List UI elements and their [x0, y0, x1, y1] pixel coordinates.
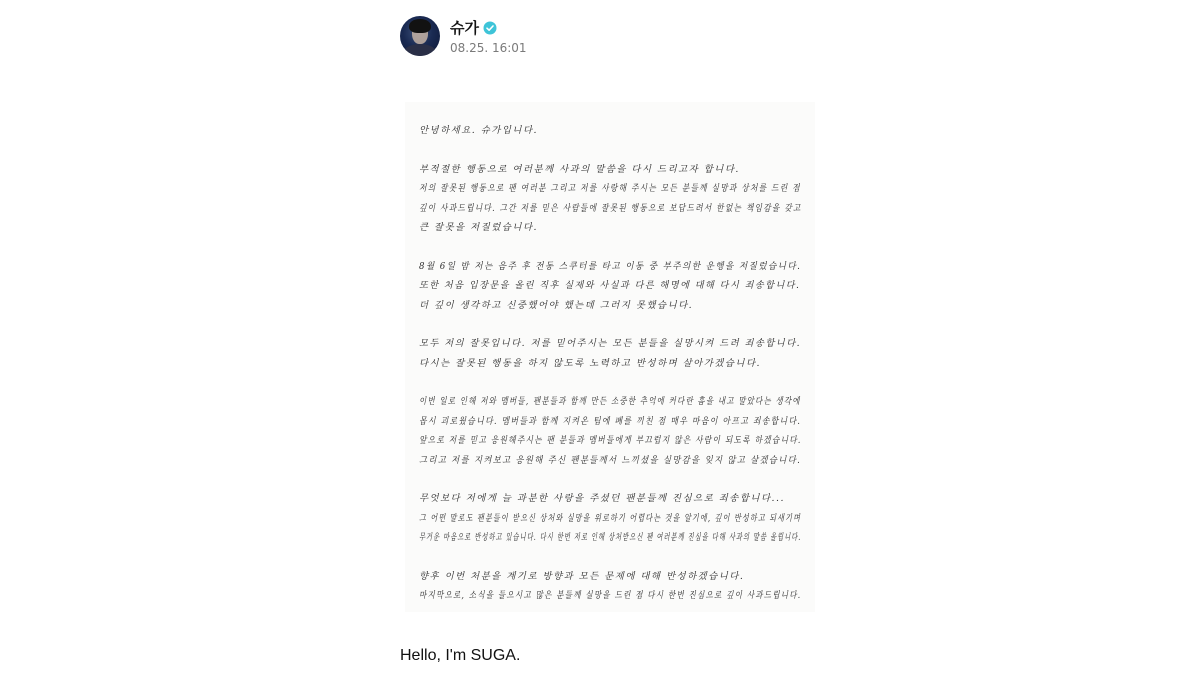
letter-line: 향후 이번 처분을 계기로 방향과 모든 문제에 대해 반성하겠습니다.	[419, 570, 745, 582]
letter-line: 몹시 괴로웠습니다. 멤버들과 함께 지켜온 팀에 폐를 끼친 점 매우 마음이 아프고 죄송합니다.	[419, 415, 802, 427]
avatar-shoulders	[404, 44, 436, 56]
letter-line: 저의 잘못된 행동으로 팬 여러분 그리고 저를 사랑해 주시는 모든 분들께 실망과 상처를 드린 점	[419, 183, 801, 194]
letter-line: 다시는 잘못된 행동을 하지 않도록 노력하고 반성하며 살아가겠습니다.	[419, 357, 761, 369]
letter-line: 이번 일로 인해 저와 멤버들, 팬분들과 함께 만든 소중한 추억에 커다란 흠을 내고 말았다는 생각에	[419, 396, 801, 407]
letter-line: 마지막으로, 소식을 들으시고 많은 분들께 실망을 드린 점 다시 한번 진심으로 깊이 사과드립니다.	[419, 590, 802, 601]
post-header	[400, 16, 527, 56]
letter-line: 안녕하세요. 슈가입니다.	[419, 125, 539, 136]
letter-line: 앞으로 저를 믿고 응원해주시는 팬 분들과 멤버들에게 부끄럽지 않은 사람이 되도록 하겠습니다.	[419, 435, 802, 446]
author-avatar[interactable]	[400, 16, 440, 56]
post-card	[400, 0, 820, 675]
post-timestamp: 08.25. 16:01	[450, 41, 527, 55]
letter-line: 그리고 저를 지켜보고 응원해 주신 팬분들께서 느끼셨을 실망감을 잊지 않고 살겠습니다.	[419, 454, 802, 466]
letter-line: 그 어떤 말로도 팬분들이 받으신 상처와 실망을 위로하기 어렵다는 것을 알기에, 깊이 반성하고 되새기며	[419, 512, 802, 524]
post-meta	[450, 17, 527, 55]
letter-line: 무거운 마음으로 반성하고 있습니다. 다시 한번 저로 인해 상처받으신 팬 여러분께 진심을 다해 사과의 말씀 올립니다.	[419, 532, 802, 543]
avatar-hair	[409, 19, 431, 33]
letter-line: 모두 저의 잘못입니다. 저를 믿어주시는 모든 분들을 실망시켜 드려 죄송합니다.	[419, 338, 802, 349]
letter-line: 또한 처음 입장문을 올린 직후 실제와 사실과 다른 해명에 대해 다시 죄송합니다.	[419, 280, 801, 291]
letter-line: 8월 6일 밤 저는 음주 후 전동 스쿠터를 타고 이동 중 부주의한 운행을 저질렀습니다.	[419, 260, 802, 272]
letter-line: 더 깊이 생각하고 신중했어야 했는데 그러지 못했습니다.	[419, 299, 694, 311]
author-name[interactable]: 슈가	[450, 19, 479, 37]
letter-line: 무엇보다 저에게 늘 과분한 사랑을 주셨던 팬분들께 진심으로 죄송합니다...	[419, 493, 785, 504]
post-caption: Hello, I'm SUGA.	[400, 647, 521, 664]
letter-line: 부적절한 행동으로 여러분께 사과의 말씀을 다시 드리고자 합니다.	[419, 163, 740, 175]
author-row	[450, 17, 527, 38]
letter-line: 큰 잘못을 저질렀습니다.	[419, 222, 539, 233]
verified-badge-icon	[483, 21, 497, 35]
letter-line: 깊이 사과드립니다. 그간 저를 믿은 사람들에 잘못된 행동으로 보답드려서 한없는 책임감을 갖고	[419, 202, 802, 214]
handwritten-letter-image	[405, 102, 815, 612]
